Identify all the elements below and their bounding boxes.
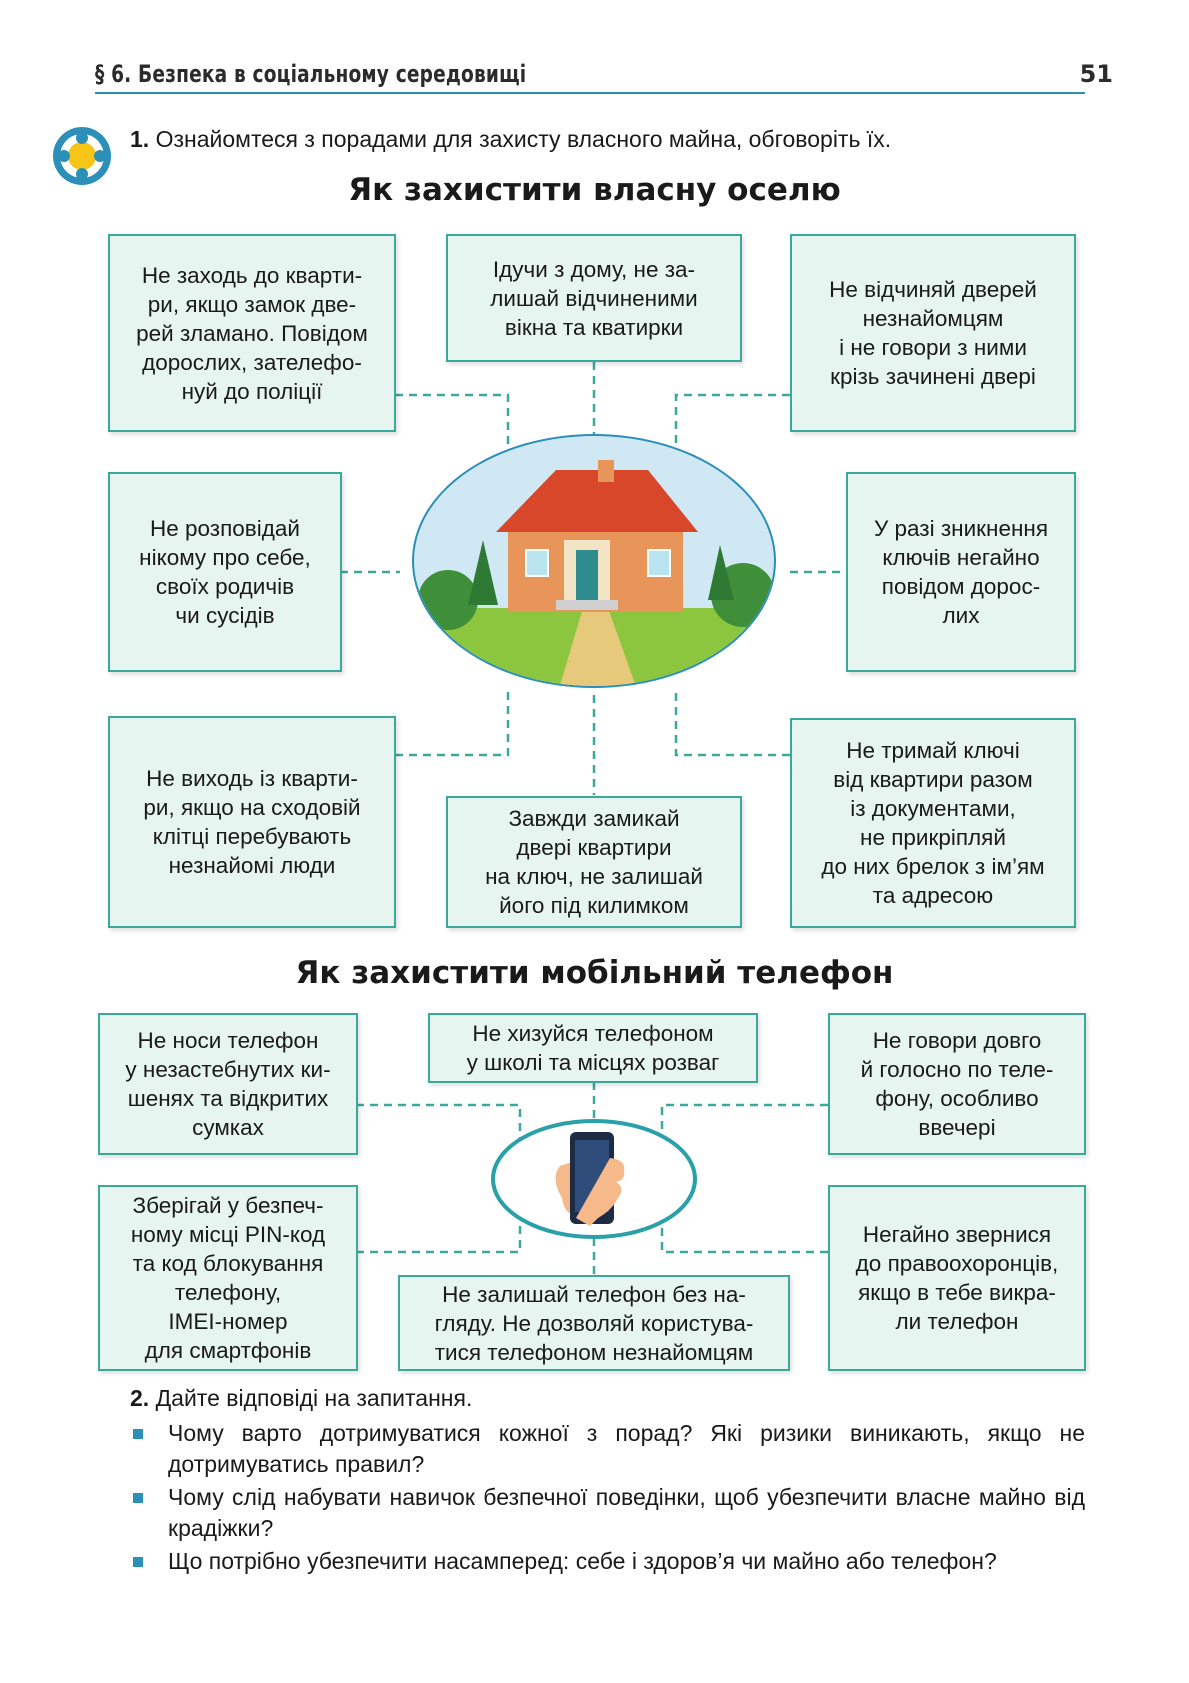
task-2 (130, 1385, 472, 1412)
phone-tip-1: Не носи телефон у незастебнутих ки- шенях та відкритих сумках (98, 1013, 358, 1155)
question-text: Чому слід набувати навичок безпечної поведінки, щоб убезпечити власне майно від крадіжки? (168, 1484, 1085, 1541)
house-illustration (408, 430, 780, 692)
phone-tip-4: Зберігай у безпеч- ному місці PIN-код та код блокування телефону, IMEI-номер для смартфонів (98, 1185, 358, 1371)
list-item (130, 1546, 1085, 1577)
page-number: 51 (1079, 60, 1113, 88)
home-tip-2: Ідучи з дому, не за- лишай відчиненими вікна та кватирки (446, 234, 742, 362)
list-item (130, 1418, 1085, 1480)
phone-tip-5: Не залишай телефон без на- гляду. Не дозволяй користува- тися телефоном незнайомцям (398, 1275, 790, 1371)
task-2-number: 2. (130, 1385, 150, 1411)
task-2-text: Дайте відповіді на запитання. (155, 1385, 473, 1411)
home-tip-6: Не виходь із кварти- ри, якщо на сходовій клітці перебувають незнайомі люди (108, 716, 396, 928)
task-1-text: Ознайомтеся з порадами для захисту власного майна, обговоріть їх. (155, 126, 892, 152)
phone-tip-3: Не говори довго й голосно по теле- фону, особливо ввечері (828, 1013, 1086, 1155)
list-item (130, 1482, 1085, 1544)
task-1 (130, 126, 891, 153)
home-tip-8: Не тримай ключі від квартири разом із документами, не прикріпляй до них брелок з ім’ям та адресою (790, 718, 1076, 928)
bullet-square-icon (133, 1557, 143, 1567)
home-tip-4: Не розповідай нікому про себе, своїх родичів чи сусідів (108, 472, 342, 672)
phone-heading: Як захистити мобільний телефон (295, 955, 894, 991)
home-tip-5: У разі зникнення ключів негайно повідом дорос- лих (846, 472, 1076, 672)
question-text: Чому варто дотримуватися кожної з порад? Які ризики виникають, якщо не дотримуватись правил? (168, 1420, 1085, 1477)
phone-tip-2: Не хизуйся телефоном у школі та місцях розваг (428, 1013, 758, 1083)
question-text: Що потрібно убезпечити насамперед: себе і здоров’я чи майно або телефон? (168, 1548, 997, 1574)
bullet-square-icon (133, 1429, 143, 1439)
section-title: § 6. Безпека в соціальному середовищі (95, 60, 527, 88)
page-header (95, 56, 1115, 96)
home-tip-7: Завжди замикай двері квартири на ключ, не залишай його під килимком (446, 796, 742, 928)
header-divider (95, 92, 1085, 94)
phone-illustration (490, 1118, 698, 1240)
home-heading: Як захистити власну оселю (348, 172, 841, 208)
phone-tip-6: Негайно звернися до правоохоронців, якщо в тебе викра- ли телефон (828, 1185, 1086, 1371)
bullet-square-icon (133, 1493, 143, 1503)
question-list (130, 1418, 1085, 1579)
home-tip-1: Не заходь до кварти- ри, якщо замок две- рей зламано. Повідом дорослих, зателефо- нуй до поліції (108, 234, 396, 432)
home-tip-3: Не відчиняй дверей незнайомцям і не говори з ними крізь зачинені двері (790, 234, 1076, 432)
task-1-number: 1. (130, 126, 150, 152)
